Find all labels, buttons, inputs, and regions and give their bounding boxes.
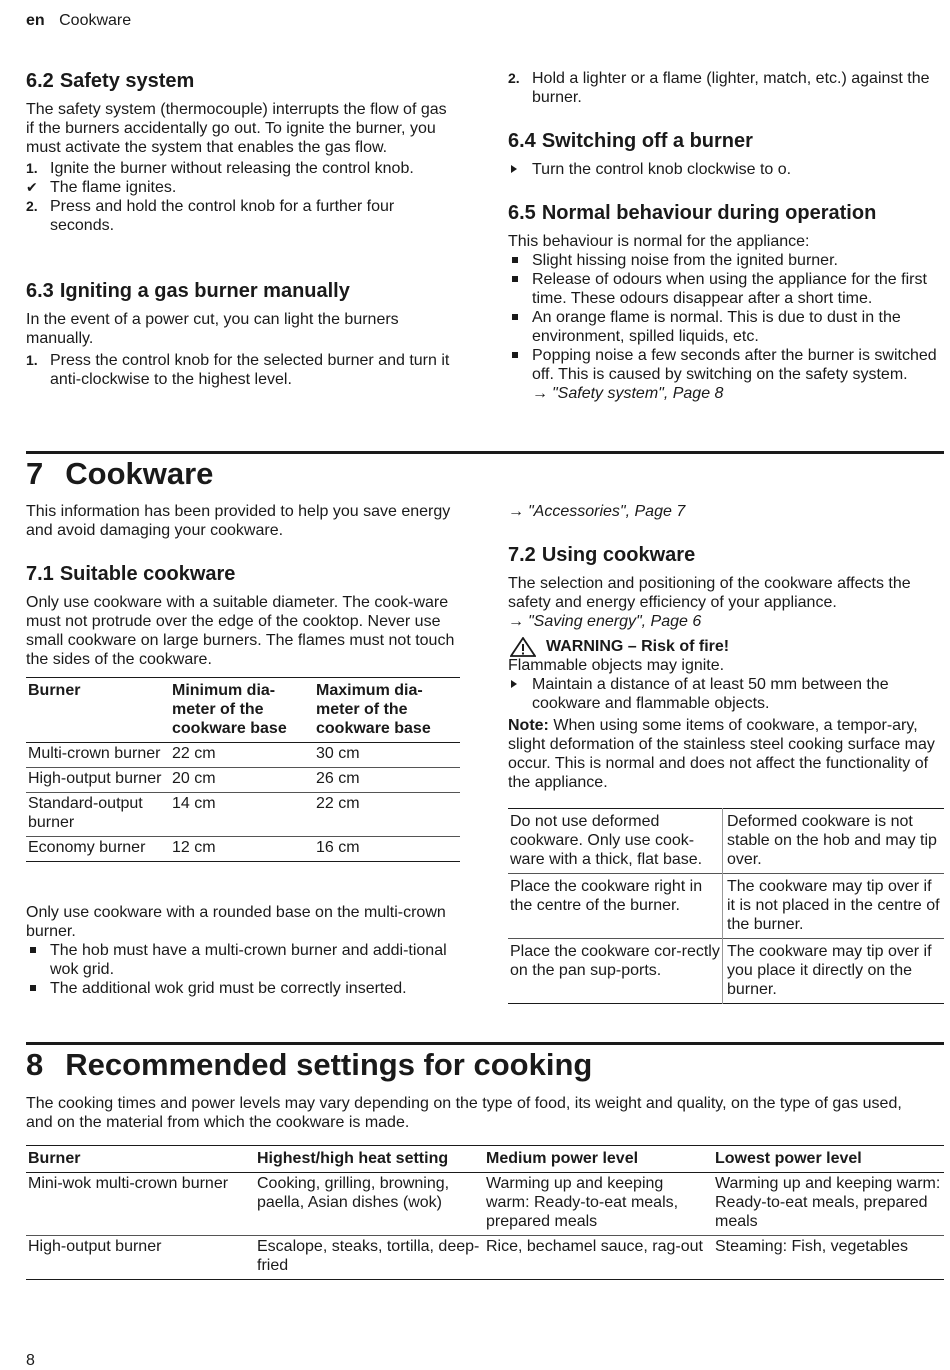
page-number: 8 bbox=[26, 1352, 35, 1369]
table-row bbox=[26, 837, 460, 862]
paragraph: The selection and positioning of the cookware affects the safety and energy efficiency of your appliance. bbox=[508, 575, 911, 611]
section-7-2 bbox=[508, 543, 944, 792]
table-row bbox=[26, 1173, 944, 1236]
table-cell: Rice, bechamel sauce, rag-out bbox=[484, 1236, 713, 1280]
chapter-7-heading: 7 Cookware bbox=[26, 456, 214, 491]
cookware-usage-table bbox=[508, 808, 944, 1004]
table-cell: 22 cm bbox=[170, 743, 314, 768]
table-row bbox=[26, 743, 460, 768]
square-bullet-icon bbox=[30, 947, 36, 953]
table-header: Maximum dia-meter of the cookware base bbox=[314, 678, 460, 743]
list-item: Popping noise a few seconds after the burner is switched off. This is caused by switching on the safety system. bbox=[508, 346, 944, 384]
table-header: Highest/high heat setting bbox=[255, 1146, 484, 1173]
table-row bbox=[508, 939, 944, 1004]
section-7-1-after-table bbox=[26, 903, 458, 998]
table-cell: High-output burner bbox=[26, 768, 170, 793]
cookware-diameter-table bbox=[26, 677, 460, 862]
table-row bbox=[26, 793, 460, 837]
warning-heading: WARNING – Risk of fire! bbox=[508, 637, 944, 656]
paragraph: The safety system (thermocouple) interrupts the flow of gas if the burners accidentally go out. To ignite the burner, you must activate the system that enables the gas flow. bbox=[26, 101, 447, 156]
square-bullet-icon bbox=[512, 257, 518, 263]
table-cell: 12 cm bbox=[170, 837, 314, 862]
check-icon: ✔ bbox=[26, 179, 38, 195]
table-cell: 22 cm bbox=[314, 793, 460, 837]
table-cell: 16 cm bbox=[314, 837, 460, 862]
table-cell: Warming up and keeping warm: Ready-to-eat meals, prepared meals bbox=[484, 1173, 713, 1236]
table-row bbox=[26, 1236, 944, 1280]
table-cell: Multi-crown burner bbox=[26, 743, 170, 768]
warning-text: Flammable objects may ignite. bbox=[508, 657, 725, 674]
section-heading: 6.3 Igniting a gas burner manually bbox=[26, 280, 350, 302]
table-cell: The cookware may tip over if you place it directly on the burner. bbox=[723, 939, 945, 1004]
table-cell: 14 cm bbox=[170, 793, 314, 837]
section-6-2 bbox=[26, 69, 458, 235]
note: Note: When using some items of cookware, a tempor-ary, slight deformation of the stainless steel cooking surface may occur. This is normal and does not affect the functionality of the appliance. bbox=[508, 717, 935, 791]
table-cell: The cookware may tip over if it is not placed in the centre of the burner. bbox=[723, 874, 945, 939]
cooking-settings-table bbox=[26, 1145, 944, 1280]
table-cell: Warming up and keeping warm: Ready-to-eat meals, prepared meals bbox=[713, 1173, 944, 1236]
action-item: Maintain a distance of at least 50 mm between the cookware and flammable objects. bbox=[508, 675, 944, 713]
list-item: Slight hissing noise from the ignited burner. bbox=[508, 251, 944, 270]
action-item: Turn the control knob clockwise to o. bbox=[508, 160, 944, 179]
step-1: 1. Ignite the burner without releasing the control knob. bbox=[26, 160, 414, 177]
chapter-rule bbox=[26, 451, 944, 454]
table-cell: 30 cm bbox=[314, 743, 460, 768]
chapter-8-heading: 8 Recommended settings for cooking bbox=[26, 1047, 593, 1082]
table-cell: Place the cookware cor-rectly on the pan sup-ports. bbox=[508, 939, 723, 1004]
square-bullet-icon bbox=[512, 352, 518, 358]
table-cell: 20 cm bbox=[170, 768, 314, 793]
table-header: Medium power level bbox=[484, 1146, 713, 1173]
cross-reference-link[interactable]: → "Accessories", Page 7 bbox=[508, 503, 686, 520]
triangle-bullet-icon bbox=[511, 165, 517, 173]
table-header: Burner bbox=[26, 1146, 255, 1173]
chapter-rule bbox=[26, 1042, 944, 1045]
cross-reference-link[interactable]: → "Saving energy", Page 6 bbox=[508, 613, 702, 630]
section-heading: 7.2 Using cookware bbox=[508, 544, 696, 566]
paragraph: Only use cookware with a suitable diameter. The cook-ware must not protrude over the edge of the cooktop. Never use small cookware on large burners. The flames must not touch the sides of the cookware. bbox=[26, 594, 455, 668]
step-2: 2. Press and hold the control knob for a further four seconds. bbox=[26, 198, 395, 234]
table-row bbox=[508, 809, 944, 874]
section-6-3 bbox=[26, 279, 458, 389]
paragraph: This behaviour is normal for the appliance: bbox=[508, 233, 810, 250]
table-cell: Do not use deformed cookware. Only use cook-ware with a thick, flat base. bbox=[510, 813, 703, 868]
language-code: en bbox=[26, 12, 45, 29]
table-cell: Standard-output burner bbox=[26, 793, 170, 837]
table-cell: Mini-wok multi-crown burner bbox=[26, 1173, 255, 1236]
section-6-3-continued bbox=[508, 69, 944, 107]
table-cell: Steaming: Fish, vegetables bbox=[713, 1236, 944, 1280]
section-heading: 6.2 Safety system bbox=[26, 70, 195, 92]
paragraph: This information has been provided to help you save energy and avoid damaging your cookware. bbox=[26, 503, 451, 539]
table-cell: Cooking, grilling, browning, paella, Asian dishes (wok) bbox=[255, 1173, 484, 1236]
section-heading: 6.4 Switching off a burner bbox=[508, 130, 753, 152]
table-header: Minimum dia-meter of the cookware base bbox=[170, 678, 314, 743]
table-cell: 26 cm bbox=[314, 768, 460, 793]
table-cell: High-output burner bbox=[26, 1236, 255, 1280]
square-bullet-icon bbox=[512, 276, 518, 282]
section-6-4 bbox=[508, 129, 944, 179]
list-item: The hob must have a multi-crown burner and addi-tional wok grid. bbox=[26, 941, 458, 979]
table-cell: Deformed cookware is not stable on the hob and may tip over. bbox=[723, 809, 945, 874]
table-cell: Escalope, steaks, tortilla, deep-fried bbox=[255, 1236, 484, 1280]
triangle-bullet-icon bbox=[511, 680, 517, 688]
step-1: 1. Press the control knob for the selected burner and turn it anti-clockwise to the highest level. bbox=[26, 352, 450, 388]
list-item: The additional wok grid must be correctly inserted. bbox=[26, 979, 458, 998]
arrow-right-icon: → bbox=[532, 385, 548, 402]
paragraph: Only use cookware with a rounded base on the multi-crown burner. bbox=[26, 904, 446, 940]
accessories-reference bbox=[508, 502, 944, 521]
step-result: ✔ The flame ignites. bbox=[26, 179, 177, 196]
table-header: Burner bbox=[26, 678, 170, 743]
table-row bbox=[508, 874, 944, 939]
arrow-right-icon: → bbox=[508, 613, 524, 630]
table-cell: Economy burner bbox=[26, 837, 170, 862]
list-item: Release of odours when using the appliance for the first time. These odours disappear after a short time. bbox=[508, 270, 944, 308]
warning-triangle-icon bbox=[510, 637, 536, 657]
paragraph: In the event of a power cut, you can light the burners manually. bbox=[26, 311, 399, 347]
running-header bbox=[26, 11, 131, 30]
section-6-5 bbox=[508, 201, 944, 403]
section-7-1 bbox=[26, 562, 458, 669]
square-bullet-icon bbox=[30, 985, 36, 991]
chapter-7-intro bbox=[26, 502, 458, 540]
chapter-8-intro bbox=[26, 1094, 926, 1132]
table-cell: Place the cookware right in the centre of the burner. bbox=[508, 874, 723, 939]
table-row bbox=[26, 768, 460, 793]
table-header: Lowest power level bbox=[713, 1146, 944, 1173]
section-heading: 7.1 Suitable cookware bbox=[26, 563, 236, 585]
step-2: 2. Hold a lighter or a flame (lighter, match, etc.) against the burner. bbox=[508, 70, 930, 106]
square-bullet-icon bbox=[512, 314, 518, 320]
paragraph: The cooking times and power levels may vary depending on the type of food, its weight and quality, on the type of gas used, and on the material from which the cookware is made. bbox=[26, 1095, 902, 1131]
section-heading: 6.5 Normal behaviour during operation bbox=[508, 202, 877, 224]
cross-reference-link[interactable]: → "Safety system", Page 8 bbox=[532, 385, 724, 402]
header-title: Cookware bbox=[59, 12, 132, 29]
arrow-right-icon: → bbox=[508, 503, 524, 520]
list-item: An orange flame is normal. This is due to dust in the environment, spilled liquids, etc. bbox=[508, 308, 944, 346]
